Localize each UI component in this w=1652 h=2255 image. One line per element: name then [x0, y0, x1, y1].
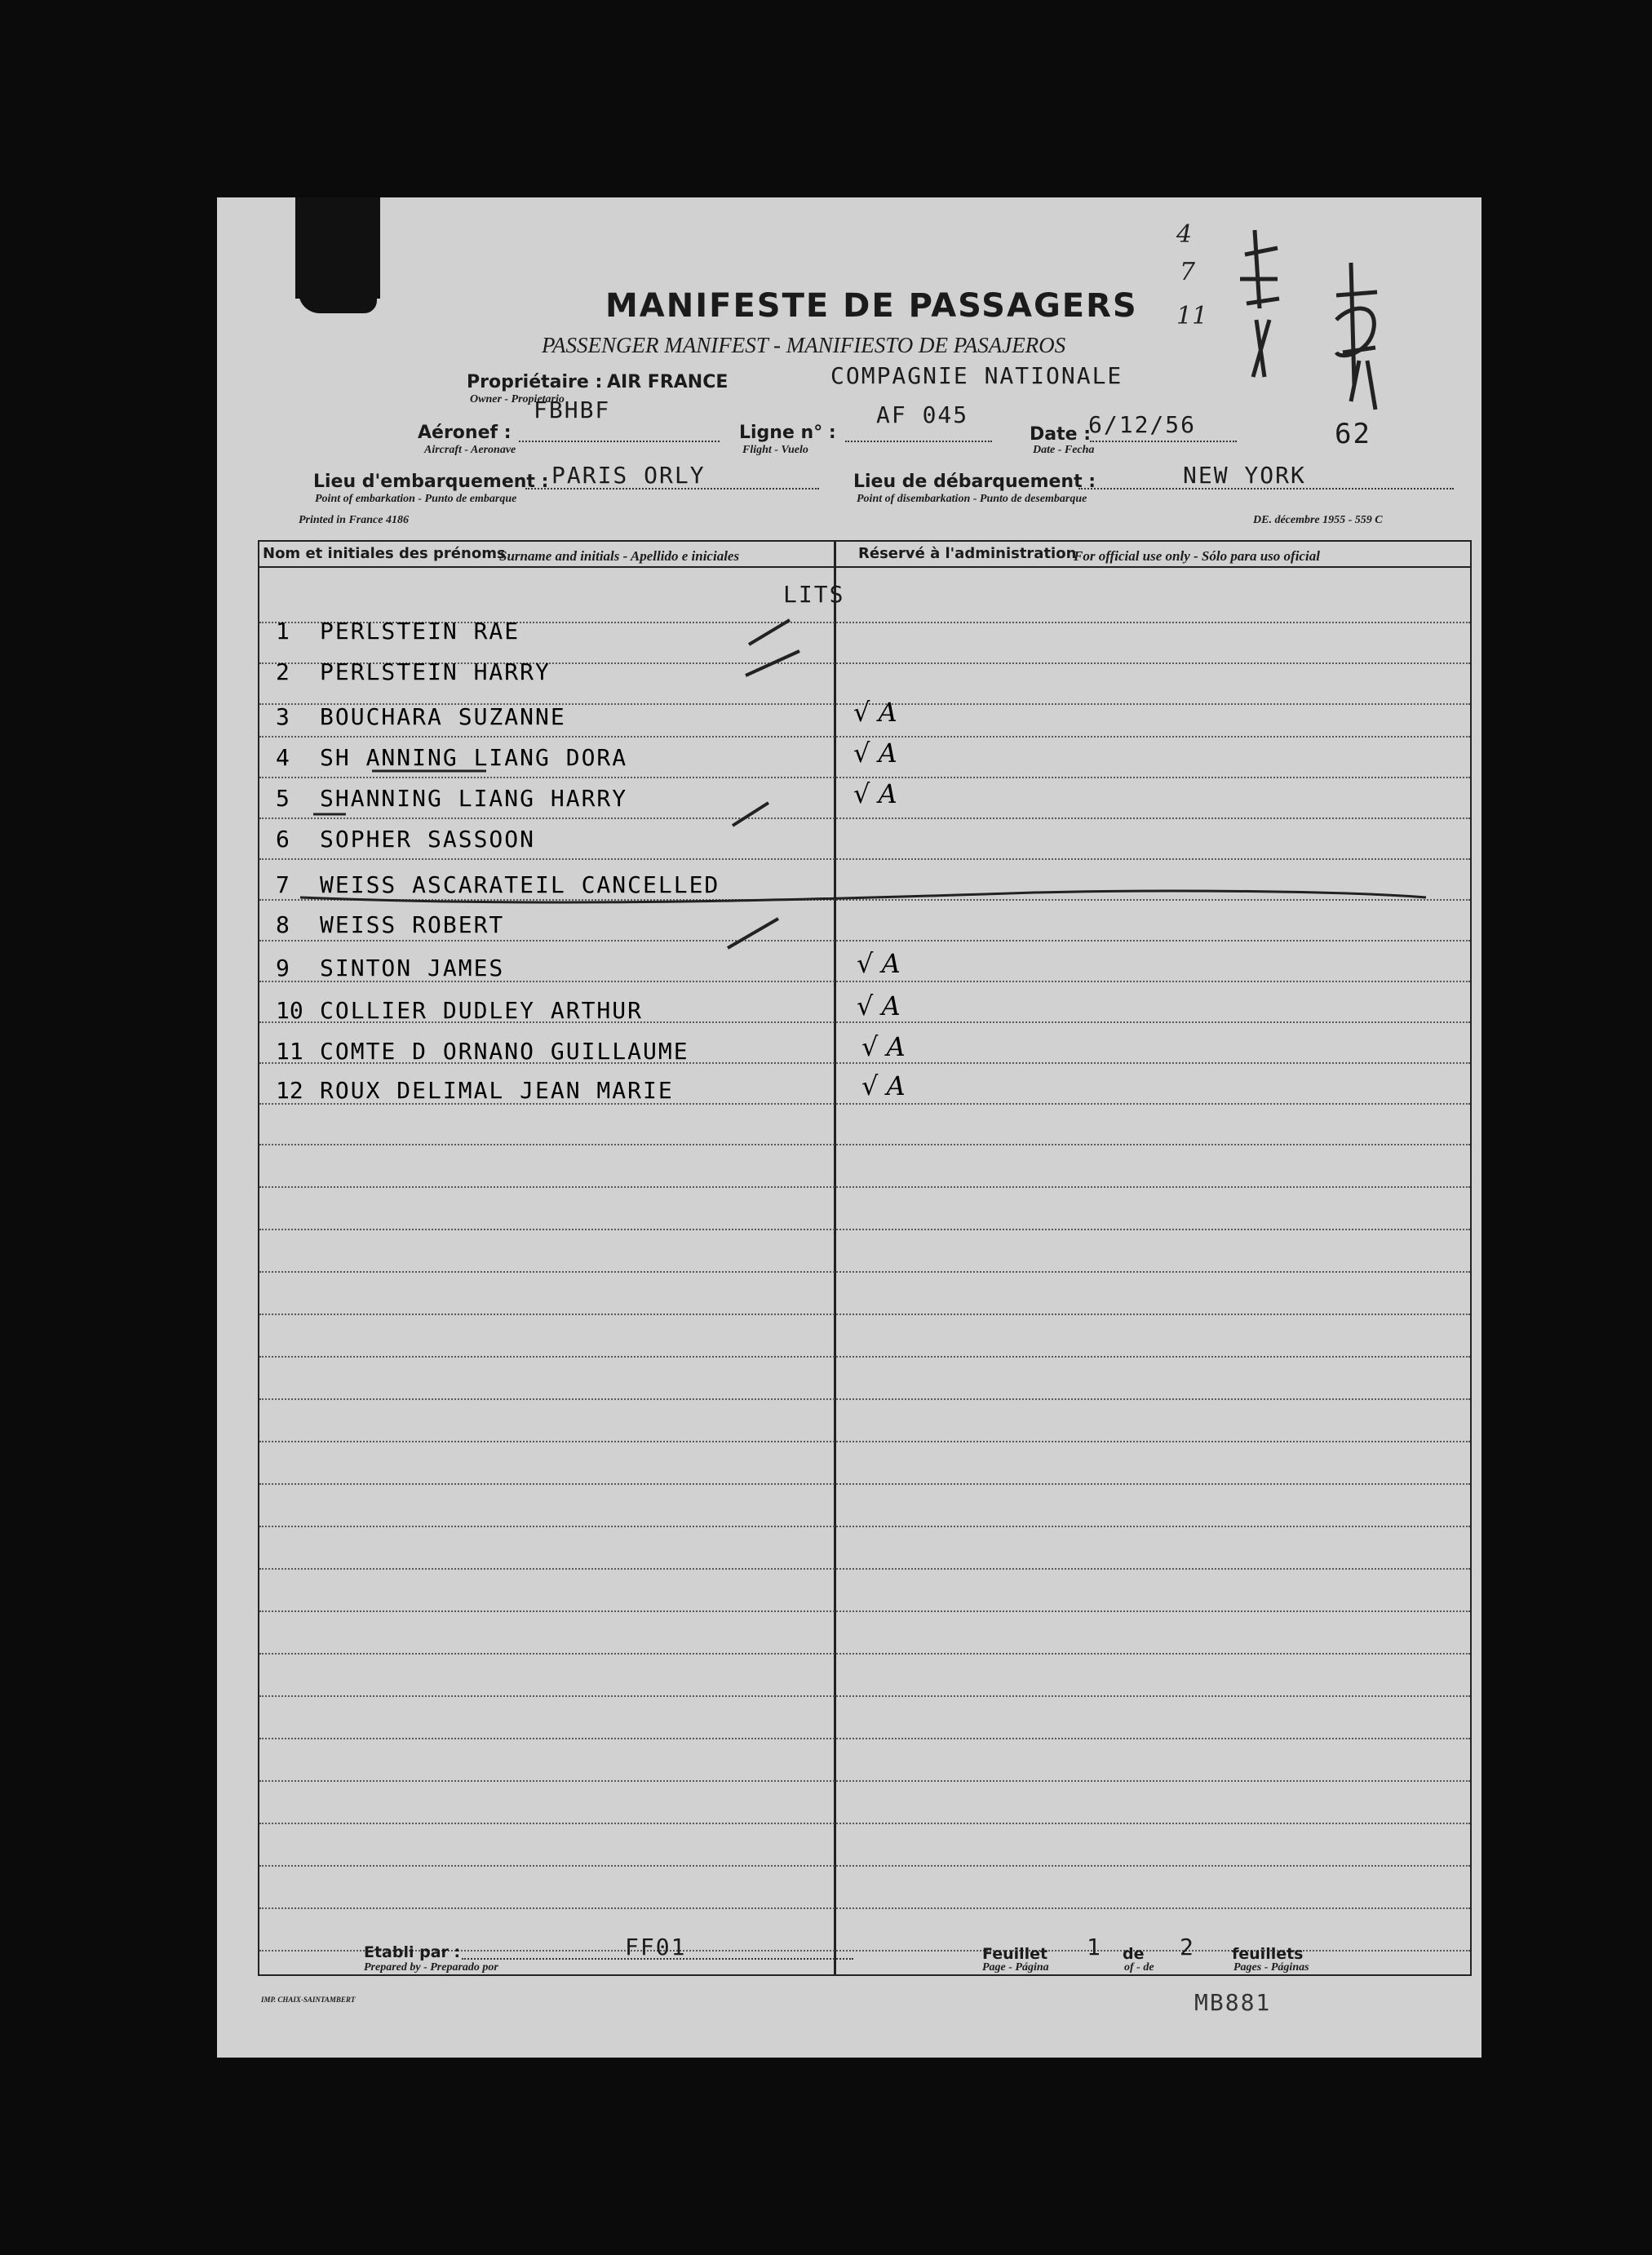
prepared-label: Etabli par :: [364, 1943, 461, 1961]
passenger-number: 3: [276, 703, 290, 730]
passenger-number: 5: [276, 785, 290, 812]
date-sublabel: Date - Fecha: [1033, 444, 1095, 456]
sheet-sublabel: Page - Página: [982, 1961, 1049, 1974]
passenger-number: 2: [276, 658, 290, 685]
disembark-sublabel: Point of disembarkation - Punto de desembarque: [857, 493, 1087, 505]
admin-check-mark: √ A: [853, 697, 897, 728]
sheet-label: Feuillet: [982, 1945, 1048, 1963]
embark-value: PARIS ORLY: [551, 462, 706, 489]
stamp-code: MB881: [1194, 1989, 1272, 2016]
passenger-number: 8: [276, 911, 290, 938]
admin-column-header: Réservé à l'administration: [858, 545, 1077, 562]
form-code: DE. décembre 1955 - 559 C: [1253, 514, 1383, 526]
page-number: 62: [1335, 418, 1371, 450]
disembark-value: NEW YORK: [1183, 462, 1306, 489]
passenger-name: PERLSTEIN HARRY: [320, 658, 551, 685]
disembark-label: Lieu de débarquement :: [853, 472, 1096, 492]
passenger-name: WEISS ASCARATEIL CANCELLED: [320, 871, 720, 898]
flight-label: Ligne n° :: [739, 423, 836, 443]
handwritten-corner-1: 4: [1176, 220, 1193, 249]
admin-check-mark: √ A: [857, 990, 901, 1021]
imprint: IMP. CHAIX-SAINTAMBERT: [261, 1996, 356, 2004]
date-value: 6/12/56: [1088, 411, 1197, 438]
embark-sublabel: Point of embarkation - Punto de embarque: [315, 493, 517, 505]
date-label: Date :: [1030, 424, 1092, 445]
passenger-number: 10: [276, 997, 303, 1024]
handwritten-marks: [217, 197, 1481, 2058]
passenger-name: SHANNING LIANG HARRY: [320, 785, 628, 812]
admin-column-subheader: For official use only - Sólo para uso oficial: [1074, 548, 1320, 564]
manifest-page: [217, 197, 1481, 2058]
names-column-subheader: Surname and initials - Apellido e iniciales: [499, 548, 740, 564]
aircraft-label: Aéronef :: [418, 423, 512, 443]
of-sublabel: of - de: [1124, 1961, 1154, 1974]
prepared-sublabel: Prepared by - Preparado por: [364, 1961, 498, 1974]
passenger-name: COLLIER DUDLEY ARTHUR: [320, 997, 644, 1024]
passenger-name: SH ANNING LIANG DORA: [320, 744, 628, 771]
aircraft-value: FBHBF: [534, 397, 611, 423]
sheet-value: 1: [1087, 1934, 1102, 1960]
total-sheets-value: 2: [1180, 1934, 1195, 1960]
passenger-name: SINTON JAMES: [320, 955, 505, 981]
handwritten-corner-2: 7: [1180, 258, 1196, 286]
passenger-number: 9: [276, 955, 290, 981]
sheets-sublabel: Pages - Páginas: [1233, 1961, 1309, 1974]
flight-value: AF 045: [876, 401, 969, 428]
names-column-header: Nom et initiales des prénoms: [263, 545, 506, 562]
passenger-number: 6: [276, 826, 290, 853]
passenger-number: 1: [276, 618, 290, 645]
owner-printed-value: AIR FRANCE: [607, 372, 729, 392]
form-title: MANIFESTE DE PASSAGERS: [605, 287, 1138, 325]
lits-label: LITS: [783, 581, 845, 608]
owner-sublabel: Owner - Propietario: [470, 393, 565, 405]
passenger-number: 7: [276, 871, 290, 898]
printed-note: Printed in France 4186: [299, 514, 409, 526]
owner-typed-value: COMPAGNIE NATIONALE: [830, 362, 1123, 389]
owner-label: Propriétaire :: [467, 372, 603, 392]
embark-label: Lieu d'embarquement :: [313, 472, 549, 492]
of-label: de: [1123, 1945, 1145, 1963]
passenger-name: SOPHER SASSOON: [320, 826, 536, 853]
sheets-label: feuillets: [1232, 1945, 1304, 1963]
admin-check-mark: √ A: [853, 778, 897, 809]
admin-check-mark: √ A: [861, 1031, 906, 1062]
form-subtitle: PASSENGER MANIFEST - MANIFIESTO DE PASAJEROS: [542, 333, 1066, 357]
passenger-name: WEISS ROBERT: [320, 911, 505, 938]
passenger-number: 12: [276, 1077, 303, 1104]
passenger-name: COMTE D ORNANO GUILLAUME: [320, 1038, 689, 1065]
admin-check-mark: √ A: [861, 1070, 906, 1101]
passenger-name: BOUCHARA SUZANNE: [320, 703, 566, 730]
handwritten-corner-3: 11: [1176, 302, 1208, 330]
prepared-value: FF01: [625, 1934, 687, 1960]
admin-check-mark: √ A: [853, 738, 897, 769]
admin-check-mark: √ A: [857, 948, 901, 979]
passenger-name: PERLSTEIN RAE: [320, 618, 520, 645]
flight-sublabel: Flight - Vuelo: [742, 444, 808, 456]
passenger-number: 11: [276, 1038, 303, 1065]
passenger-name: ROUX DELIMAL JEAN MARIE: [320, 1077, 674, 1104]
aircraft-sublabel: Aircraft - Aeronave: [424, 444, 516, 456]
passenger-number: 4: [276, 744, 290, 771]
